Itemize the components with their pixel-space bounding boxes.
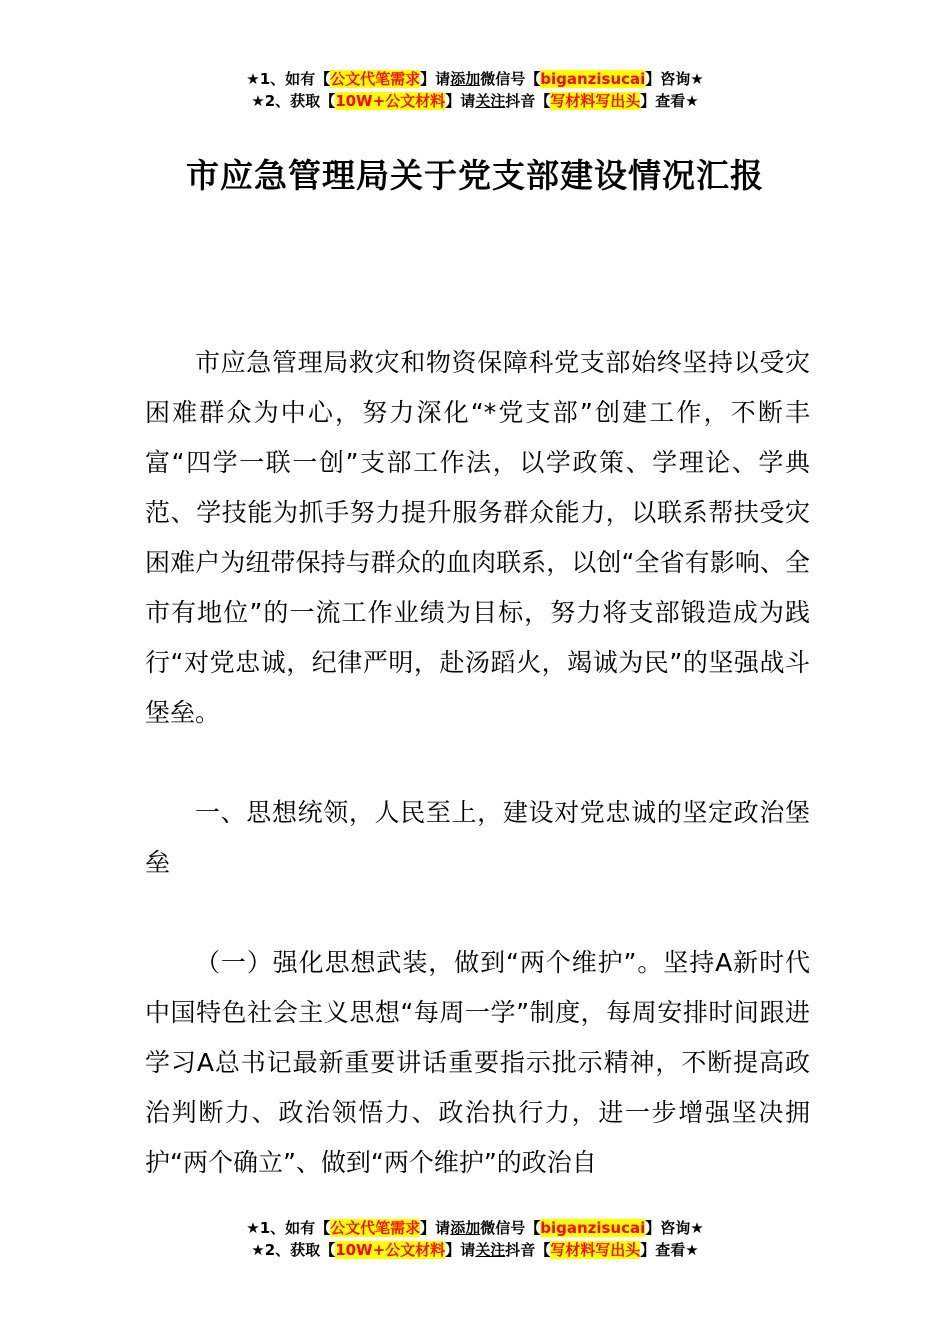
banner-line-2: ★2、获取【10W+公文材料】请关注抖音【写材料写出头】查看★ (251, 1241, 699, 1259)
paragraph-subsection: （一）强化思想武装，做到“两个维护”。坚持A新时代中国特色社会主义思想“每周一学”制度，每周安排时间跟进学习A总书记最新重要讲话重要指示批示精神，不断提高政治判断力、政治领悟力、政治执行力，进一步增强坚决拥护“两个确立”、做到“两个维护”的政治自 (145, 948, 810, 1177)
document-body (145, 338, 810, 1188)
section-heading: 一、思想统领，人民至上，建设对党忠诚的坚定政治堡垒 (145, 798, 810, 877)
banner-highlight: 10W+公文材料 (335, 1241, 446, 1259)
paragraph-intro: 市应急管理局救灾和物资保障科党支部始终坚持以受灾困难群众为中心，努力深化“*党支部”创建工作，不断丰富“四学一联一创”支部工作法，以学政策、学理论、学典范、学技能为抓手努力提升服务群众能力，以联系帮扶受灾困难户为纽带保持与群众的血肉联系，以创“全省有影响、全市有地位”的一流工作业绩为目标，努力将支部锻造成为践行“对党忠诚，纪律严明，赴汤蹈火，竭诚为民”的坚强战斗堡垒。 (145, 348, 810, 727)
document-title: 市应急管理局关于党支部建设情况汇报 (186, 156, 764, 195)
banner-highlight: biganzisucai (540, 70, 646, 88)
header-banner (0, 68, 950, 112)
banner-highlight: biganzisucai (540, 1219, 646, 1237)
banner-highlight: 公文代笔需求 (330, 70, 421, 88)
footer-banner (0, 1217, 950, 1261)
banner-highlight: 写材料写出头 (550, 1241, 641, 1259)
banner-highlight: 10W+公文材料 (335, 92, 446, 110)
banner-line-2: ★2、获取【10W+公文材料】请关注抖音【写材料写出头】查看★ (251, 92, 699, 110)
banner-highlight: 公文代笔需求 (330, 1219, 421, 1237)
banner-highlight: 写材料写出头 (550, 92, 641, 110)
banner-line-1: ★1、如有【公文代笔需求】请添加微信号【biganzisucai】咨询★ (246, 1219, 704, 1237)
banner-line-1: ★1、如有【公文代笔需求】请添加微信号【biganzisucai】咨询★ (246, 70, 704, 88)
